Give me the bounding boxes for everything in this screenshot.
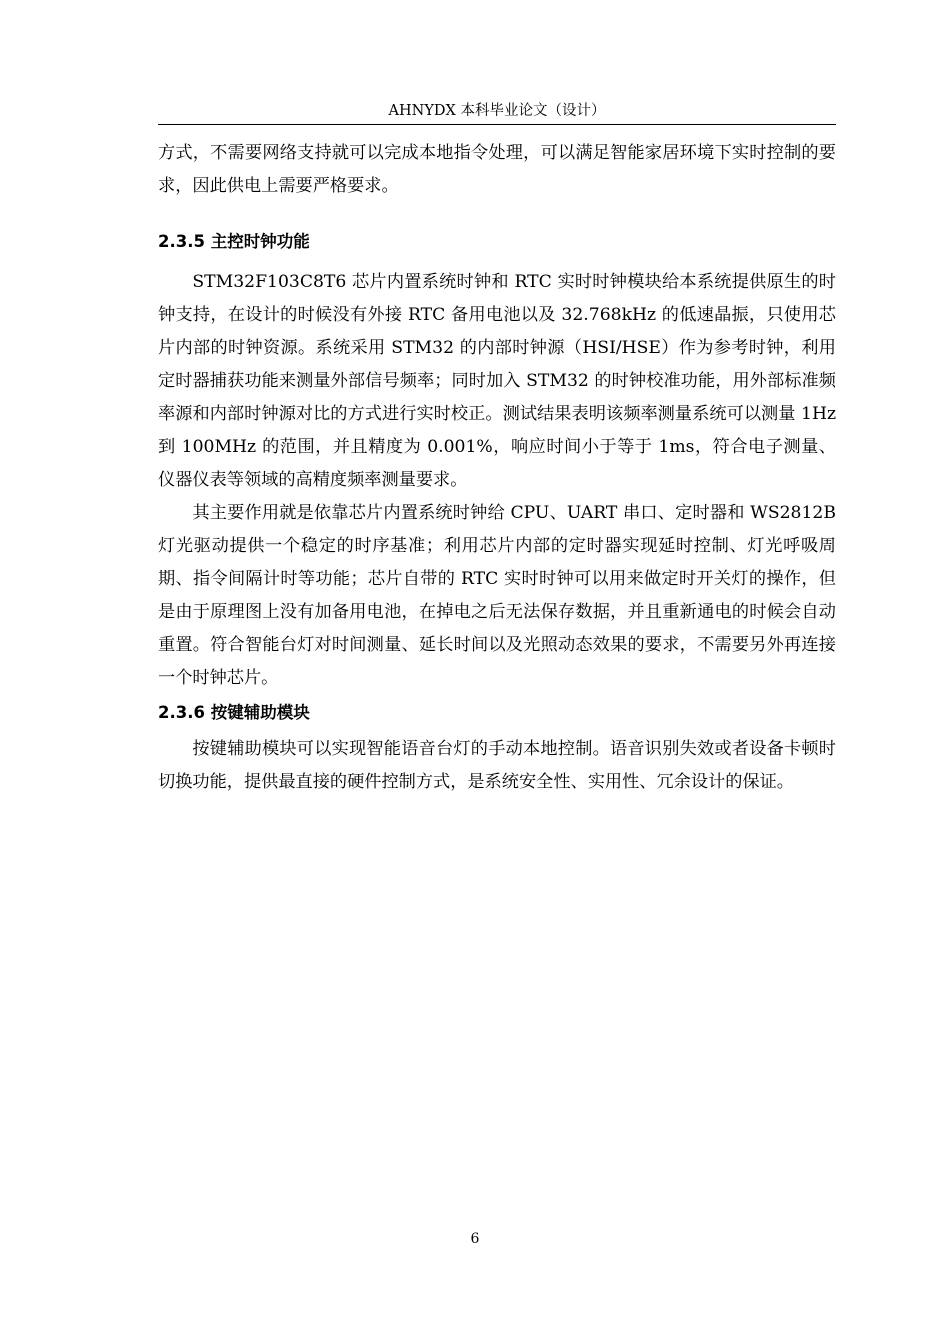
page-content [158,137,836,799]
section-2-3-5-paragraph-1: STM32F103C8T6 芯片内置系统时钟和 RTC 实时时钟模块给本系统提供原生的时钟支持，在设计的时候没有外接 RTC 备用电池以及 32.768kHz 的低速晶振，只使用芯片内部的时钟资源。系统采用 STM32 的内部时钟源（HSI/HSE）作为参考时钟，利用定时器捕获功能来测量外部信号频率；同时加入 STM32 的时钟校准功能，用外部标准频率源和内部时钟源对比的方式进行实时校正。测试结果表明该频率测量系统可以测量 1Hz 到 100MHz 的范围，并且精度为 0.001%，响应时间小于等于 1ms，符合电子测量、仪器仪表等领域的高精度频率测量要求。 [158,272,836,490]
intro-paragraph: 方式，不需要网络支持就可以完成本地指令处理，可以满足智能家居环境下实时控制的要求，因此供电上需要严格要求。 [158,143,836,196]
page-number: 6 [470,1231,480,1247]
page-header: AHNYDX 本科毕业论文（设计） [388,103,606,119]
header-rule [158,124,836,125]
section-2-3-5-paragraph-2: 其主要作用就是依靠芯片内置系统时钟给 CPU、UART 串口、定时器和 WS2812B 灯光驱动提供一个稳定的时序基准；利用芯片内部的定时器实现延时控制、灯光呼吸周期、指令间隔计时等功能；芯片自带的 RTC 实时时钟可以用来做定时开关灯的操作，但是由于原理图上没有加备用电池，在掉电之后无法保存数据，并且重新通电的时候会自动重置。符合智能台灯对时间测量、延长时间以及光照动态效果的要求，不需要另外再连接一个时钟芯片。 [158,503,836,688]
section-heading-2-3-5: 2.3.5 主控时钟功能 [158,232,310,251]
section-heading-2-3-6: 2.3.6 按键辅助模块 [158,703,310,722]
section-2-3-6-paragraph-1: 按键辅助模块可以实现智能语音台灯的手动本地控制。语音识别失效或者设备卡顿时切换功能，提供最直接的硬件控制方式，是系统安全性、实用性、冗余设计的保证。 [158,739,836,792]
